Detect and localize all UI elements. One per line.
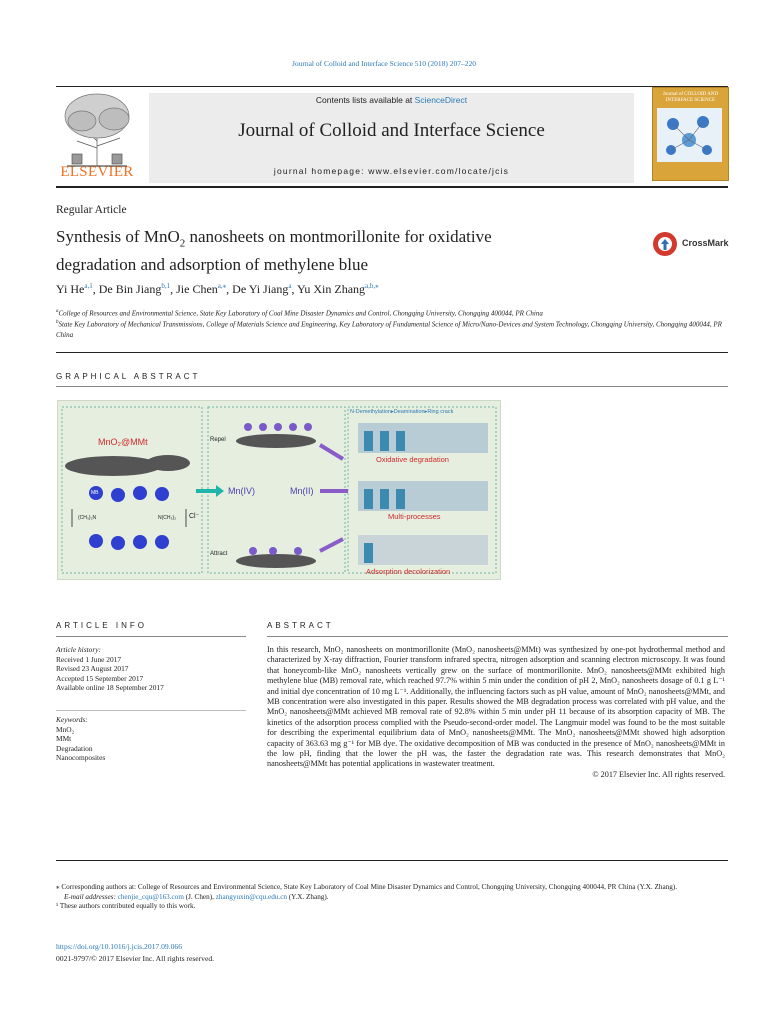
abstract-paragraph: In this research, MnO₂ nanosheets on montmorillonite (MnO₂ nanosheets@MMt) was synthesized by one-pot hydrothermal method and characterized by X-ray diffraction, Fourier transform infrared spectra, nitrogen adsorption and scanning electron microscopy. It was found that honeycomb-like MnO₂ nanosheets vertically grew on the surface of montmorillonite. MnO₂ nanosheets@MMt exhibited high methylene blue (MB) removal rate, which reached 97.7% within 5 min under the condition of pH 2, MnO₂ nanosheets dosage of 0.1 g L⁻¹ and initial dye concentration of 10 mg L⁻¹. Additionally, the influencing factors such as pH value, amount of MnO₂ nanosheets@MMt, and MB concentration were also investigated in this paper. Results showed the MB degradation process was correlated with pH value, and the MnO₂ nanosheets@MMt achieved MB removal rate of 92.8% within 5 min under pH 11 because of its absorption capacity of MB. The kinetics of the adsorption process complied with the Pseudo-second-order model. The Langmuir model was found to be the most suitable for describing the experimental equilibrium data of MnO₂ nanosheets@MMt. The MnO₂ nanosheets@MMt showed high adsorption capacity of 363.63 mg g⁻¹ for MB dye. The oxidative decomposition of MB was conducted in the presence of MnO₂ nanosheets@MMt in the low pH, finding that the lower the pH was, the faster the degradation rate was. This research demonstrates that MnO₂ nanosheets@MMt has potential applications in wastewater treatment. xyxy=(267,645,725,769)
abstract-heading: ABSTRACT xyxy=(267,621,334,630)
ga-pathway: N-Demethylation▸Deamination▸Ring crack xyxy=(350,409,454,415)
title-part-1: Synthesis of MnO xyxy=(56,227,180,246)
affiliation-a: $^a$College of Resources and Environmental Science, State Key Laboratory of Coal Mine Disaster Dynamics and Control, Chongqing University, Chongqing 400044, PR China xyxy=(56,309,543,318)
author-name: Yi He xyxy=(56,282,85,296)
contents-prefix: Contents lists available at xyxy=(315,95,415,105)
ga-mb-label: MB xyxy=(91,490,99,496)
article-type: Regular Article xyxy=(56,204,127,216)
ga-formula-right: N(CH₃)₂ xyxy=(158,515,177,521)
keywords-label: Keywords: xyxy=(56,715,88,724)
title-line-2: degradation and adsorption of methylene blue xyxy=(56,255,369,275)
author-name: De Bin Jiang xyxy=(98,282,162,296)
history-accepted: Accepted 15 September 2017 xyxy=(56,673,144,683)
graphical-abstract-figure xyxy=(57,400,501,580)
ga-panel-oxidative: Oxidative degradation xyxy=(376,455,449,464)
header-bottom-rule xyxy=(56,186,728,188)
abstract-rule xyxy=(267,636,728,637)
affiliation-b: $^b$State Key Laboratory of Mechanical Transmissions, College of Materials Science and Engineering, Key Laboratory of Fundamental Science of Micro/Nano-Devices and System Technology, Chongqing University, Chongqing 400044, PR China xyxy=(56,320,722,340)
abstract-copyright: © 2017 Elsevier Inc. All rights reserved. xyxy=(592,769,725,779)
journal-title: Journal of Colloid and Interface Science xyxy=(238,120,545,141)
corresponding-footnote: ⁎ Corresponding authors at: College of Resources and Environmental Science, State Key Laboratory of Coal Mine Disaster Dynamics and Control, Chongqing University, Chongqing 400044, PR China (Y.X. Zhang). xyxy=(56,883,678,891)
doi-link[interactable]: https://doi.org/10.1016/j.jcis.2017.09.066 xyxy=(56,942,183,951)
footnotes xyxy=(56,883,728,912)
history-received: Received 1 June 2017 xyxy=(56,654,122,664)
email-who-zhang: (Y.X. Zhang). xyxy=(286,892,329,901)
email-footnote xyxy=(56,893,728,903)
journal-citation[interactable]: Journal of Colloid and Interface Science 510 (2018) 207–220 xyxy=(291,59,477,68)
cover-title: Journal of COLLOID AND INTERFACE SCIENCE xyxy=(662,92,719,103)
section-rule xyxy=(56,352,728,353)
article-info-heading: ARTICLE INFO xyxy=(56,621,147,630)
keyword: MMt xyxy=(56,734,72,743)
keyword: MnO₂ xyxy=(56,724,75,734)
ga-attract-label: Attract xyxy=(210,551,228,557)
contents-line xyxy=(149,95,634,105)
keywords-rule xyxy=(56,710,246,711)
email-link-zhang[interactable]: zhangyuxin@cqu.edu.cn xyxy=(215,892,287,901)
author-affiliation-mark[interactable]: a,1 xyxy=(84,282,93,290)
journal-cover-image xyxy=(652,87,729,181)
author-affiliation-mark[interactable]: a,b,⁎ xyxy=(365,282,379,290)
footnote-rule xyxy=(56,860,728,861)
history-revised: Revised 23 August 2017 xyxy=(56,664,129,673)
ga-formula-left: (CH₃)₂N xyxy=(78,515,97,521)
keywords xyxy=(56,715,246,763)
journal-homepage[interactable]: journal homepage: www.elsevier.com/locate/jcis xyxy=(273,166,510,176)
author-affiliation-mark[interactable]: b,1 xyxy=(161,282,171,290)
ga-panel-adsorption: Adsorption decolorization xyxy=(366,567,451,576)
author-list: Yi He$^{a,1}$, De Bin Jiang$^{b,1}$, Jie Chen$^{a,⁎}$, De Yi Jiang$^a$, Yu Xin Zhang$^{a,b,⁎}$ xyxy=(56,282,379,296)
email-link-chen[interactable]: chenjie_cqu@163.com xyxy=(117,892,184,901)
ga-repel-label: Repel xyxy=(210,437,226,443)
equal-contribution-footnote: ¹ These authors contributed equally to this work. xyxy=(56,902,196,911)
ga-panel-multi: Multi-processes xyxy=(388,512,441,521)
author-name: Yu Xin Zhang xyxy=(297,282,366,296)
elsevier-wordmark: ELSEVIER xyxy=(60,164,134,180)
email-who-chen: (J. Chen), xyxy=(183,892,216,901)
article-history xyxy=(56,645,246,693)
header-top-rule xyxy=(56,86,728,87)
ga-material-label: MnO₂@MMt xyxy=(98,437,148,447)
email-label: E-mail addresses: xyxy=(64,892,116,901)
keyword: Nanocomposites xyxy=(56,753,106,762)
crossmark-label: CrossMark xyxy=(682,238,729,248)
ga-artwork xyxy=(58,401,500,579)
graphical-abstract-heading: GRAPHICAL ABSTRACT xyxy=(56,372,201,381)
history-online: Available online 18 September 2017 xyxy=(56,683,164,692)
article-title xyxy=(56,226,616,275)
author-affiliation-mark[interactable]: a xyxy=(288,282,292,290)
author-name: Jie Chen xyxy=(176,282,218,296)
abstract-body xyxy=(267,645,725,780)
title-subscript: 2 xyxy=(179,237,186,250)
affiliation-b-text: State Key Laboratory of Mechanical Transmissions, College of Materials Science and Engineering, Key Laboratory of Fundamental Science of Micro/Nano-Devices and System Technology, Chongqing University, Chongqing 400044, PR China xyxy=(56,320,722,340)
author-affiliation-mark[interactable]: a,⁎ xyxy=(217,282,227,290)
history-label: Article history: xyxy=(56,645,101,654)
sciencedirect-link[interactable]: ScienceDirect xyxy=(414,95,468,105)
crossmark-icon xyxy=(652,231,678,257)
keyword: Degradation xyxy=(56,743,93,753)
affiliation-a-text: College of Resources and Environmental Science, State Key Laboratory of Coal Mine Disaster Dynamics and Control, Chongqing University, Chongqing 400044, PR China xyxy=(58,309,543,318)
ga-formula-ion: Cl⁻ xyxy=(189,513,200,520)
info-rule xyxy=(56,636,246,637)
ga-mn-ii: Mn(II) xyxy=(290,486,314,496)
ga-rule xyxy=(56,386,728,387)
ga-mn-iv: Mn(IV) xyxy=(228,486,255,496)
issn-line: 0021-9797/© 2017 Elsevier Inc. All rights reserved. xyxy=(56,954,215,963)
author-name: De Yi Jiang xyxy=(232,282,289,296)
title-part-2: nanosheets on montmorillonite for oxidative xyxy=(185,227,492,246)
crossmark-badge[interactable] xyxy=(650,230,740,258)
cover-artwork xyxy=(653,104,726,166)
